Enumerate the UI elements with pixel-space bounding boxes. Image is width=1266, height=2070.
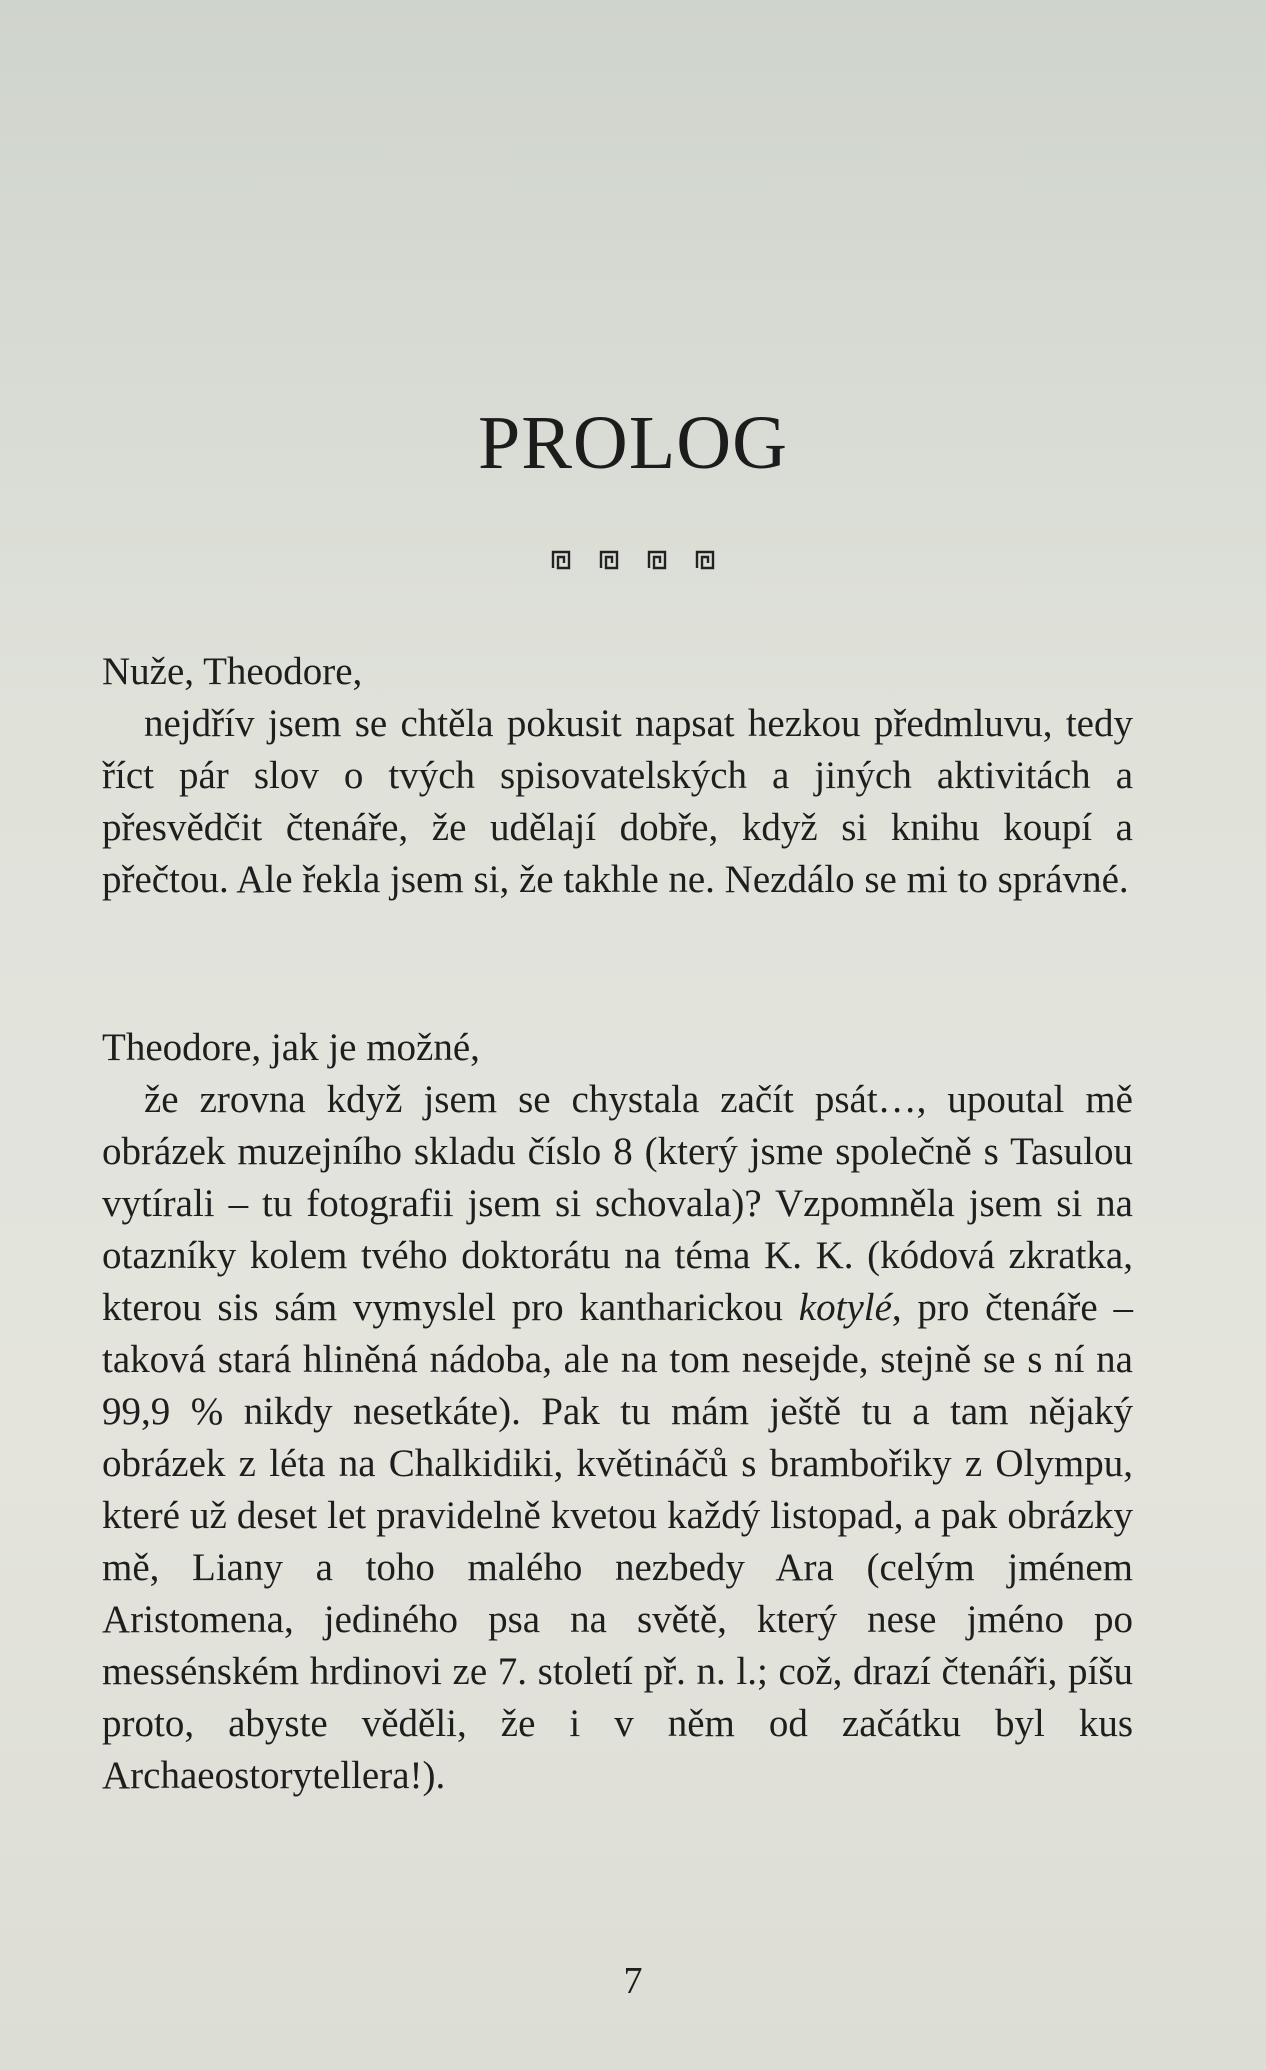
greek-key-ornament-icon	[599, 550, 619, 570]
greek-key-ornament-icon	[551, 550, 571, 570]
letter1-salutation: Nuže, Theodore,	[102, 650, 363, 693]
letter1-body: nejdřív jsem se chtěla pokusit napsat hezkou předmluvu, tedy říct pár slov o tvých spisovatelských a jiných aktivitách a přesvědčit čtenáře, že udělají dobře, když si knihu koupí a přečtou. Ale řekla jsem si, že takhle ne. Nezdálo se mi to správné.	[102, 702, 1133, 901]
letter2-salutation: Theodore, jak je možné,	[102, 1026, 480, 1069]
letter2-body-part2: , pro čtenáře – taková stará hliněná nádoba, ale na tom nesejde, stejně se s ní na 99,9 % nikdy nesetkáte). Pak tu mám ještě tu a tam nějaký obrázek z léta na Chalkidiki, květináčů s brambořiky z Olympu, které už deset let pravidelně kvetou každý listopad, a pak obrázky mě, Liany a toho malého nezbedy Ara (celým jménem Aristomena, jediného psa na světě, který nese jméno po messénském hrdinovi ze 7. století př. n. l.; což, drazí čtenáři, píšu proto, abyste věděli, že i v něm od začátku byl kus Archaeostorytellera!).	[102, 1286, 1133, 1797]
greek-key-ornament-icon	[647, 550, 667, 570]
letter2-body	[102, 1074, 1133, 1802]
letter2-body-part1: že zrovna když jsem se chystala začít psát…, upoutal mě obrázek muzejního skladu číslo 8 (který jsme společně s Tasulou vytírali – tu fotografii jsem si schovala)? Vzpomněla jsem si na otazníky kolem tvého doktorátu na téma K. K. (kódová zkratka, kterou sis sám vymyslel pro kantharickou	[102, 1078, 1133, 1329]
chapter-title: PROLOG	[477, 401, 789, 485]
ornament-row	[0, 550, 1266, 570]
page-number: 7	[623, 1960, 643, 2002]
greek-key-ornament-icon	[695, 550, 715, 570]
letter2-body-italic: kotylé	[798, 1286, 892, 1329]
